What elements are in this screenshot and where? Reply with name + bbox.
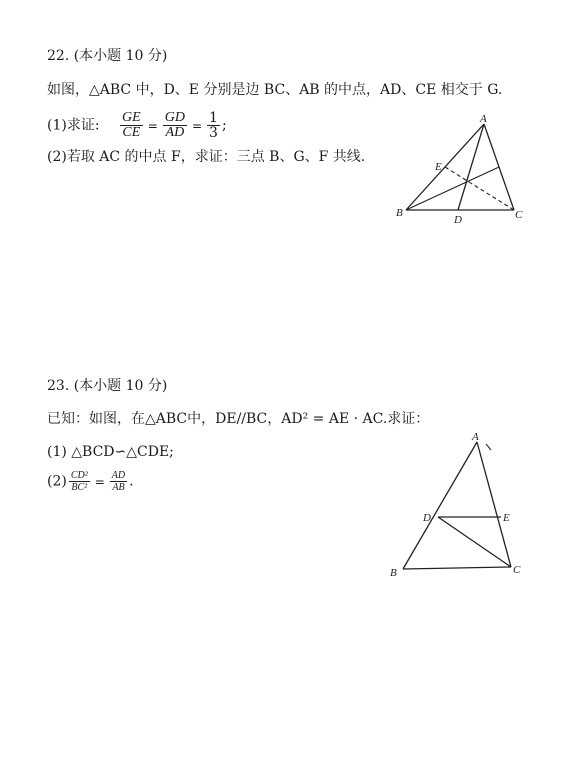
- line-bf: [406, 167, 499, 210]
- frac-denominator: AB: [112, 482, 125, 493]
- frac-denominator: BC²: [71, 482, 88, 493]
- equals-sign: =: [94, 474, 105, 489]
- q23-part1: (1) △BCD∽△CDE;: [47, 444, 174, 460]
- frac-denominator: CE: [122, 125, 141, 140]
- q22-frac-ge-ce: [120, 111, 143, 140]
- label-a: A: [480, 113, 487, 125]
- frac-numerator: 1: [209, 110, 218, 126]
- q22-title: 22. (本小题 10 分): [47, 48, 168, 64]
- frac-numerator: CD²: [70, 470, 88, 481]
- label-d: D: [423, 512, 431, 524]
- q22-triangle-figure: [392, 112, 532, 230]
- side-bc: [403, 567, 511, 569]
- side-ab: [403, 442, 477, 569]
- label-e: E: [503, 512, 510, 524]
- frac-denominator: 3: [209, 125, 218, 141]
- side-ac: [477, 442, 511, 567]
- q23-part2-suffix: .: [129, 473, 134, 490]
- q22-intro: 如图，△ABC 中，D、E 分别是边 BC、AB 的中点，AD、CE 相交于 G.: [47, 82, 503, 98]
- label-b: B: [396, 207, 403, 219]
- q22-frac-gd-ad: [163, 111, 187, 140]
- q22-part1: [47, 111, 227, 140]
- equals-sign: =: [147, 118, 158, 133]
- equals-sign: =: [191, 118, 203, 133]
- q22-part1-suffix: ;: [221, 117, 227, 134]
- q23-frac-ad-ab: [110, 470, 127, 493]
- median-ad: [458, 124, 484, 210]
- q23-intro: 已知：如图，在△ABC中，DE//BC，AD² = AE · AC.求证：: [47, 411, 430, 427]
- q23-frac-cd2-bc2: [69, 470, 90, 493]
- label-e: E: [435, 161, 442, 173]
- q23-part2-prefix: (2): [47, 473, 67, 490]
- q22-part1-prefix: (1)求证:: [47, 117, 100, 134]
- pen-mark: [486, 444, 491, 450]
- label-d: D: [454, 214, 462, 226]
- frac-numerator: AD: [111, 470, 126, 481]
- label-a: A: [472, 431, 479, 443]
- q22-frac-one-third: [207, 111, 220, 140]
- q23-triangle-figure: [385, 428, 535, 580]
- label-b: B: [390, 567, 397, 579]
- q22-part2: (2)若取 AC 的中点 F，求证：三点 B、G、F 共线.: [47, 149, 366, 165]
- frac-numerator: GD: [164, 110, 185, 125]
- median-ce: [445, 167, 514, 210]
- q23-part2: [47, 470, 134, 493]
- q23-title: 23. (本小题 10 分): [47, 378, 168, 394]
- frac-denominator: AD: [165, 125, 185, 140]
- label-c: C: [513, 564, 521, 576]
- frac-numerator: GE: [122, 110, 141, 125]
- label-c: C: [515, 209, 523, 221]
